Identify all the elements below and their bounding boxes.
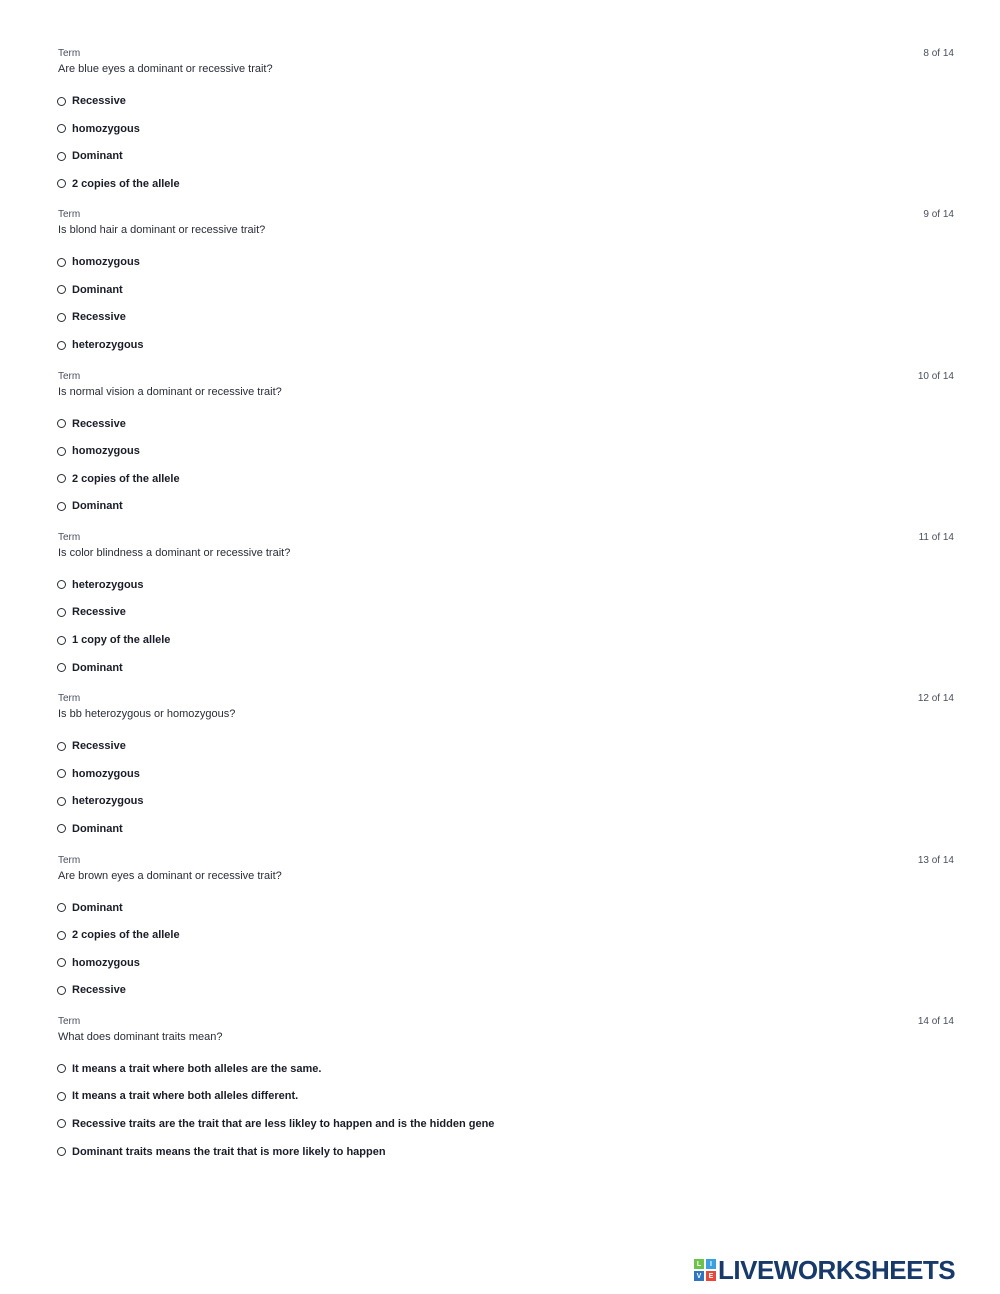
- answer-option-label: Dominant: [72, 661, 123, 674]
- radio-button-icon[interactable]: [57, 769, 66, 778]
- radio-button-icon[interactable]: [57, 341, 66, 350]
- radio-button-icon[interactable]: [57, 258, 66, 267]
- answer-option-label: Recessive traits are the trait that are less likley to happen and is the hidden gene: [72, 1117, 495, 1130]
- answer-option-label: Recessive: [72, 606, 126, 619]
- logo-mark-icon: [694, 1259, 716, 1281]
- radio-button-icon[interactable]: [57, 958, 66, 967]
- radio-button-icon[interactable]: [57, 1092, 66, 1101]
- answer-option-label: homozygous: [72, 256, 140, 269]
- answer-option-label: Dominant: [72, 822, 123, 835]
- radio-button-icon[interactable]: [57, 1119, 66, 1128]
- answer-option[interactable]: [57, 337, 144, 353]
- answer-option[interactable]: [57, 604, 126, 620]
- radio-button-icon[interactable]: [57, 152, 66, 161]
- question-counter: 8 of 14: [923, 48, 954, 59]
- term-label: Term: [58, 209, 81, 221]
- answer-option[interactable]: [57, 1088, 298, 1104]
- question-text: Is color blindness a dominant or recessive trait?: [58, 546, 291, 559]
- radio-button-icon[interactable]: [57, 608, 66, 617]
- answer-option-label: It means a trait where both alleles different.: [72, 1090, 299, 1103]
- answer-option[interactable]: [57, 1116, 494, 1132]
- logo-letter-l: L: [694, 1259, 704, 1269]
- term-label: Term: [58, 370, 81, 382]
- question-block: [57, 693, 954, 843]
- radio-button-icon[interactable]: [57, 931, 66, 940]
- answer-option[interactable]: [57, 1144, 386, 1160]
- question-counter: 11 of 14: [918, 531, 954, 543]
- radio-button-icon[interactable]: [57, 797, 66, 806]
- radio-button-icon[interactable]: [57, 742, 66, 751]
- answer-option[interactable]: [57, 498, 123, 514]
- answer-option[interactable]: [57, 1061, 321, 1077]
- answer-option[interactable]: [57, 900, 123, 916]
- answer-option-label: homozygous: [72, 122, 140, 135]
- answer-option-label: homozygous: [72, 956, 140, 969]
- question-text: Are brown eyes a dominant or recessive trait?: [58, 869, 282, 882]
- radio-button-icon[interactable]: [57, 447, 66, 456]
- answer-option[interactable]: [57, 93, 126, 109]
- question-counter: 10 of 14: [917, 370, 954, 382]
- answer-option-label: Recessive: [72, 311, 126, 324]
- answer-option-label: 1 copy of the allele: [72, 634, 171, 647]
- radio-button-icon[interactable]: [57, 285, 66, 294]
- term-label: Term: [58, 1015, 81, 1027]
- answer-option-label: 2 copies of the allele: [72, 472, 180, 485]
- answer-option[interactable]: [57, 632, 170, 648]
- answer-option-label: It means a trait where both alleles are the same.: [72, 1062, 322, 1075]
- radio-button-icon[interactable]: [57, 419, 66, 428]
- answer-option[interactable]: [57, 282, 123, 298]
- question-block: [57, 371, 954, 521]
- radio-button-icon[interactable]: [57, 502, 66, 511]
- answer-option-label: Recessive: [72, 417, 126, 430]
- question-counter: 14 of 14: [917, 1015, 954, 1027]
- radio-button-icon[interactable]: [57, 824, 66, 833]
- term-label: Term: [58, 693, 81, 705]
- radio-button-icon[interactable]: [57, 124, 66, 133]
- question-block: [57, 532, 954, 682]
- answer-option-label: Recessive: [72, 95, 126, 107]
- question-text: What does dominant traits mean?: [58, 1030, 223, 1043]
- answer-option-label: Recessive: [72, 984, 126, 997]
- answer-option[interactable]: [57, 309, 126, 325]
- answer-option-label: homozygous: [72, 767, 140, 780]
- radio-button-icon[interactable]: [57, 313, 66, 322]
- question-text: Is normal vision a dominant or recessive trait?: [58, 385, 282, 398]
- liveworksheets-logo: [694, 1256, 955, 1284]
- radio-button-icon[interactable]: [57, 474, 66, 483]
- question-block: [57, 855, 954, 1005]
- question-text: Are blue eyes a dominant or recessive trait?: [58, 63, 273, 75]
- radio-button-icon[interactable]: [57, 580, 66, 589]
- answer-option[interactable]: [57, 176, 180, 192]
- question-block: [57, 1016, 954, 1166]
- answer-option[interactable]: [57, 766, 140, 782]
- answer-option-label: 2 copies of the allele: [72, 177, 180, 190]
- answer-option[interactable]: [57, 416, 126, 432]
- question-text: Is bb heterozygous or homozygous?: [58, 708, 236, 721]
- answer-option[interactable]: [57, 955, 140, 971]
- answer-option[interactable]: [57, 121, 140, 137]
- logo-letter-e: E: [706, 1271, 716, 1281]
- question-text: Is blond hair a dominant or recessive trait?: [58, 224, 266, 237]
- radio-button-icon[interactable]: [57, 179, 66, 188]
- answer-option[interactable]: [57, 148, 123, 164]
- radio-button-icon[interactable]: [57, 1147, 66, 1156]
- radio-button-icon[interactable]: [57, 636, 66, 645]
- answer-option[interactable]: [57, 793, 144, 809]
- answer-option-label: Recessive: [72, 740, 126, 753]
- question-block: [57, 48, 954, 198]
- question-counter: 12 of 14: [917, 693, 954, 705]
- term-label: Term: [58, 48, 81, 59]
- answer-option-label: homozygous: [72, 445, 140, 458]
- answer-option-label: Dominant: [72, 150, 123, 163]
- logo-letter-v: V: [694, 1271, 704, 1281]
- question-counter: 13 of 14: [917, 854, 954, 866]
- answer-option[interactable]: [57, 821, 123, 837]
- answer-option-label: Dominant: [72, 500, 123, 513]
- answer-option[interactable]: [57, 443, 140, 459]
- answer-option[interactable]: [57, 577, 144, 593]
- logo-letter-i: I: [706, 1259, 716, 1269]
- answer-option-label: Dominant: [72, 283, 123, 296]
- answer-option-label: 2 copies of the allele: [72, 929, 180, 942]
- answer-option[interactable]: [57, 471, 180, 487]
- answer-option[interactable]: [57, 660, 123, 676]
- answer-option[interactable]: [57, 738, 126, 754]
- logo-text: LIVEWORKSHEETS: [718, 1255, 956, 1285]
- answer-option-label: heterozygous: [72, 339, 144, 352]
- radio-button-icon[interactable]: [57, 1064, 66, 1073]
- answer-option[interactable]: [57, 254, 140, 270]
- term-label: Term: [58, 531, 81, 543]
- question-counter: 9 of 14: [923, 209, 954, 221]
- answer-option-label: Dominant traits means the trait that is more likely to happen: [72, 1145, 386, 1158]
- answer-option[interactable]: [57, 927, 180, 943]
- question-block: [57, 209, 954, 359]
- answer-option-label: Dominant: [72, 901, 123, 914]
- radio-button-icon[interactable]: [57, 903, 66, 912]
- answer-option[interactable]: [57, 982, 126, 998]
- radio-button-icon[interactable]: [57, 663, 66, 672]
- answer-option-label: heterozygous: [72, 795, 144, 808]
- radio-button-icon[interactable]: [57, 97, 66, 106]
- radio-button-icon[interactable]: [57, 986, 66, 995]
- answer-option-label: heterozygous: [72, 578, 144, 591]
- term-label: Term: [58, 854, 81, 866]
